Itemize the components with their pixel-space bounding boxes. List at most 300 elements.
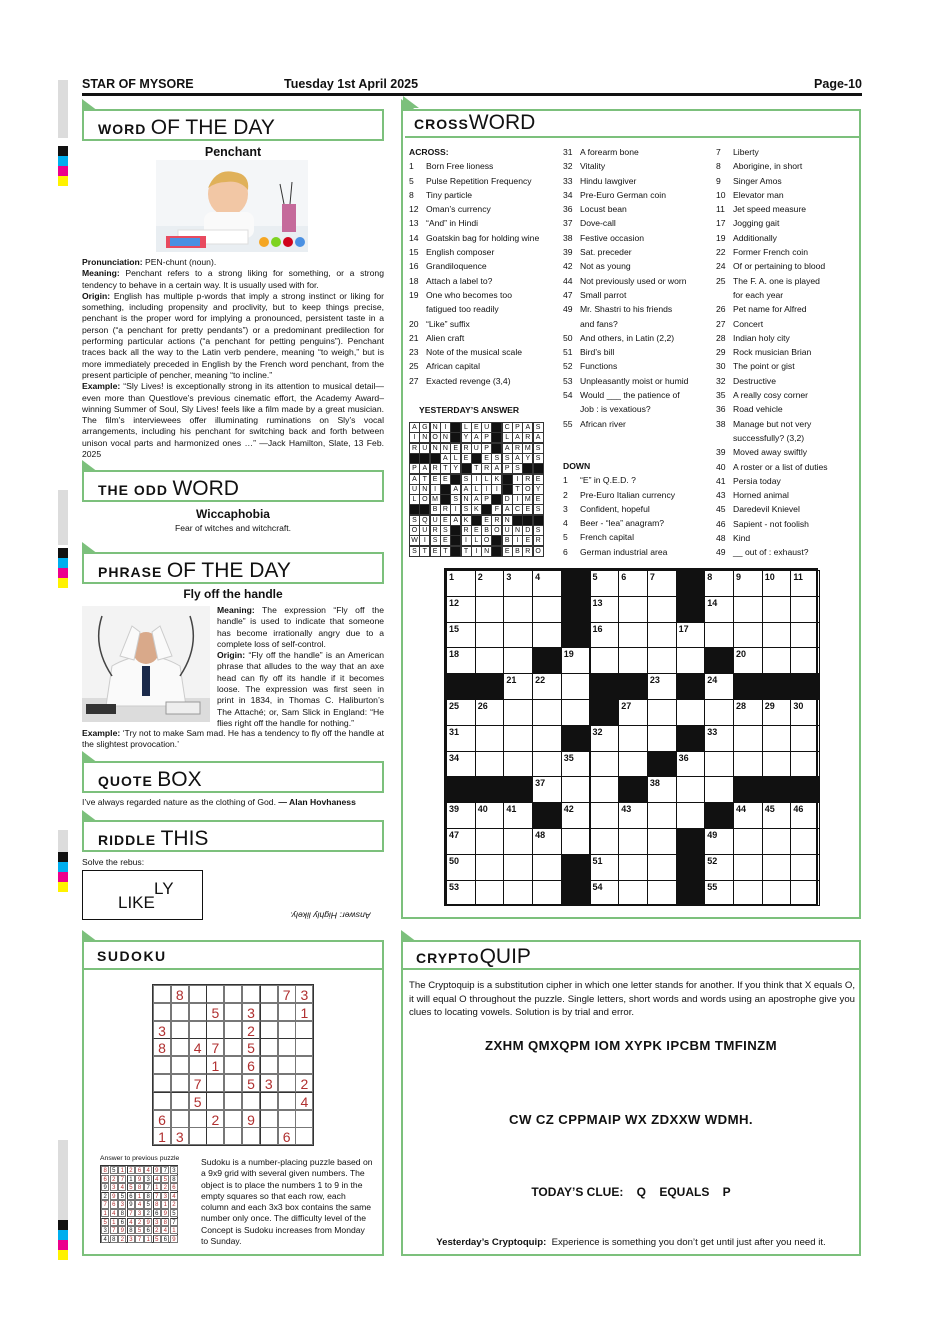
crossword-cell[interactable] [704,854,734,881]
crossword-cell[interactable] [532,828,562,855]
crossword-block [762,673,792,700]
crossword-cell[interactable] [676,699,706,726]
clue-number: 54 [563,390,573,401]
clue-number: 1 [409,161,414,172]
crossword-cell[interactable] [475,802,505,829]
crossword-cell[interactable] [503,647,533,674]
sudoku-empty-cell[interactable] [224,1003,242,1021]
sudoku-empty-cell[interactable] [224,1127,242,1145]
crossword-block [446,776,476,803]
crossword-cell[interactable] [733,828,763,855]
cell-number: 5 [592,572,598,582]
crossword-cell[interactable] [704,776,734,803]
crossword-cell[interactable] [704,828,734,855]
crossword-cell[interactable] [618,570,648,597]
sudoku-empty-cell[interactable] [260,1038,278,1056]
answer-letter: C [512,504,523,515]
crossword-cell[interactable] [503,699,533,726]
crossword-cell[interactable] [618,647,648,674]
section-title: SUDOKU [97,948,167,964]
crossword-cell[interactable] [475,725,505,752]
crossword-cell[interactable] [790,647,820,674]
sudoku-empty-cell[interactable] [224,1110,242,1128]
crossword-cell[interactable] [733,725,763,752]
crossword-cell[interactable] [790,751,820,778]
crossword-cell[interactable] [561,802,591,829]
sudoku-empty-cell[interactable] [295,1038,313,1056]
crossword-cell[interactable] [647,880,677,907]
crossword-cell[interactable] [561,776,591,803]
clue-number: 38 [716,418,726,429]
clue-text: Exacted revenge (3,4) [426,375,511,386]
crossword-cell[interactable] [762,570,792,597]
crossword-cell[interactable] [532,699,562,726]
sudoku-empty-cell[interactable] [295,1127,313,1145]
answer-letter: O [419,494,430,505]
clue-text: Dove-call [580,218,616,229]
sudoku-empty-cell[interactable] [224,1021,242,1039]
sudoku-empty-cell[interactable] [171,1074,189,1092]
crossword-cell[interactable] [618,596,648,623]
sudoku-empty-cell[interactable] [171,1038,189,1056]
sudoku-empty-cell[interactable] [171,1021,189,1039]
cryptoquip-intro: The Cryptoquip is a substitution cipher in which one letter stands for another. If you think that X equals O, it will equal O throughout the puzzle. Single letters, short words and words using an apostrophe give you clues to locating vowels. Solution is by trial and error. [409,980,855,1018]
answer-letter: T [419,546,430,557]
cell-number: 24 [707,675,718,686]
crossword-cell[interactable] [704,880,734,907]
sudoku-empty-cell[interactable] [260,1110,278,1128]
crossword-cell[interactable] [532,880,562,907]
solution-digit: 8 [170,1175,178,1183]
sudoku-empty-cell[interactable] [278,1003,296,1021]
sudoku-empty-cell[interactable] [206,1074,224,1092]
crossword-cell[interactable] [647,647,677,674]
sudoku-empty-cell[interactable] [295,1110,313,1128]
sudoku-empty-cell[interactable] [171,1092,189,1110]
answer-letter: R [491,515,502,526]
meaning-text: The expression “Fly off the handle” is used to indicate that someone has become irrationally angry due to a complete loss of self-control. [217,605,384,649]
crossword-cell[interactable] [475,596,505,623]
crossword-cell[interactable] [561,673,591,700]
crossword-cell[interactable] [704,596,734,623]
crossword-cell[interactable] [590,776,620,803]
sudoku-given-digit: 7 [278,985,296,1003]
solution-digit: 8 [110,1235,118,1243]
sudoku-empty-cell[interactable] [189,1003,207,1021]
crossword-cell[interactable] [590,828,620,855]
answer-letter: P [481,494,492,505]
crossword-cell[interactable] [561,699,591,726]
answer-letter: T [440,546,451,557]
crossword-cell[interactable] [503,622,533,649]
clue-row [716,545,861,559]
crossword-cell[interactable] [475,699,505,726]
crossword-cell[interactable] [532,673,562,700]
clue-row [716,159,861,173]
crossword-cell[interactable] [590,725,620,752]
sudoku-given-digit: 5 [242,1038,260,1056]
clue-number: 7 [716,147,721,157]
sudoku-empty-cell[interactable] [242,985,260,1003]
crossword-cell[interactable] [676,622,706,649]
crossword-cell[interactable] [475,622,505,649]
sudoku-empty-cell[interactable] [153,1003,171,1021]
clue-number: 36 [563,204,573,215]
clue-number: 15 [409,247,419,258]
clue-text: “Like” suffix [426,318,470,329]
sudoku-empty-cell[interactable] [189,1127,207,1145]
clue-number [716,288,733,302]
sudoku-empty-cell[interactable] [295,1021,313,1039]
crossword-cell[interactable] [704,673,734,700]
crossword-cell[interactable] [618,828,648,855]
crossword-cell[interactable] [446,854,476,881]
sudoku-empty-cell[interactable] [171,1003,189,1021]
crossword-cell[interactable] [475,570,505,597]
clue-text: Rock musician Brian [733,347,812,358]
crossword-cell[interactable] [503,570,533,597]
clue-number: 51 [563,347,573,358]
cryptoquip-yesterday [405,1237,857,1248]
solution-digit: 6 [127,1192,135,1200]
crossword-cell[interactable] [790,880,820,907]
clue-number: 47 [563,289,573,300]
crossword-cell[interactable] [618,751,648,778]
sudoku-empty-cell[interactable] [153,985,171,1003]
crossword-cell[interactable] [733,647,763,674]
crossword-cell[interactable] [532,776,562,803]
crossword-block [676,880,706,907]
solution-digit: 9 [118,1226,126,1234]
answer-letter: E [533,474,544,485]
sudoku-empty-cell[interactable] [260,1092,278,1110]
crossword-cell[interactable] [590,802,620,829]
answer-letter: N [419,432,430,443]
crossword-cell[interactable] [762,622,792,649]
clue-number: 45 [716,504,726,515]
crossword-cell[interactable] [503,802,533,829]
crossword-cell[interactable] [446,828,476,855]
clue-row [716,374,861,388]
down-clues-col2 [716,145,861,560]
clue-row [563,516,713,530]
sudoku-given-digit: 3 [242,1003,260,1021]
crossword-cell[interactable] [790,570,820,597]
cell-number: 54 [592,881,603,892]
sudoku-empty-cell[interactable] [260,1127,278,1145]
phrase-header [82,552,384,584]
crossword-cell[interactable] [647,854,677,881]
answer-letter: U [471,443,482,454]
clue-text: Elevator man [733,189,784,200]
clue-number: 21 [409,332,419,343]
crossword-cell[interactable] [561,647,591,674]
crossword-cell[interactable] [446,622,476,649]
sudoku-given-digit: 3 [171,1127,189,1145]
sudoku-empty-cell[interactable] [206,1021,224,1039]
answer-letter: E [522,504,533,515]
crossword-cell[interactable] [704,725,734,752]
clue-number [716,431,733,445]
crossword-cell[interactable] [647,673,677,700]
answer-letter: E [502,546,513,557]
crossword-cell[interactable] [647,828,677,855]
clue-number: 28 [716,332,726,343]
sudoku-empty-cell[interactable] [278,1074,296,1092]
crossword-cell[interactable] [618,622,648,649]
across-clues-col1 [409,145,559,388]
answer-letter: L [502,432,513,443]
example-text: ‘Try not to make Sam mad. He has a tendency to fly off the handle at the slightest provocation.’ [82,728,385,750]
answer-letter: N [440,443,451,454]
cell-number: 32 [592,726,603,737]
clue-text: Beer - “lea” anagram? [580,518,665,529]
crossword-cell[interactable] [446,647,476,674]
sudoku-solution-grid [100,1165,178,1243]
sudoku-empty-cell[interactable] [189,1021,207,1039]
crossword-cell[interactable] [733,596,763,623]
clue-text: Small parrot [580,289,627,300]
cell-number: 40 [477,804,488,815]
sudoku-empty-cell[interactable] [153,1074,171,1092]
crossword-cell[interactable] [475,854,505,881]
sudoku-empty-cell[interactable] [224,985,242,1003]
clue-row [716,359,861,373]
section-title-small: RIDDLE [98,832,157,848]
clue-number: 25 [716,275,726,286]
clue-number: 49 [563,304,573,315]
crossword-cell[interactable] [590,880,620,907]
crossword-cell[interactable] [475,647,505,674]
clue-row [563,374,713,388]
crossword-cell[interactable] [561,751,591,778]
crossword-cell[interactable] [790,725,820,752]
crossword-cell[interactable] [590,647,620,674]
crossword-cell[interactable] [647,570,677,597]
crossword-cell[interactable] [647,725,677,752]
clue-row [716,445,861,459]
crossword-cell[interactable] [676,647,706,674]
crossword-cell[interactable] [590,596,620,623]
clue-text: Destructive [733,375,776,386]
crossword-cell[interactable] [762,699,792,726]
crossword-cell[interactable] [762,854,792,881]
sudoku-empty-cell[interactable] [189,1056,207,1074]
meaning-label: Meaning: [217,605,255,615]
crossword-cell[interactable] [647,622,677,649]
crossword-cell[interactable] [446,751,476,778]
clue-number: 33 [563,175,573,186]
clue-row [409,288,559,302]
crossword-cell[interactable] [532,751,562,778]
answer-letter: S [533,504,544,515]
crossword-cell[interactable] [733,751,763,778]
answer-letter: F [491,504,502,515]
crossword-cell[interactable] [647,776,677,803]
clue-text: Moved away swiftly [733,447,808,458]
crossword-cell[interactable] [704,751,734,778]
cell-number: 48 [535,830,546,840]
crossword-cell[interactable] [762,596,792,623]
crossword-cell[interactable] [762,725,792,752]
crossword-cell[interactable] [733,802,763,829]
sudoku-empty-cell[interactable] [153,1092,171,1110]
color-registration-mark [58,146,68,186]
crossword-cell[interactable] [532,854,562,881]
crossword-cell[interactable] [446,699,476,726]
sudoku-empty-cell[interactable] [260,1021,278,1039]
crossword-cell[interactable] [733,854,763,881]
sudoku-empty-cell[interactable] [242,1092,260,1110]
sudoku-empty-cell[interactable] [153,1056,171,1074]
crossword-cell[interactable] [503,854,533,881]
crossword-cell[interactable] [618,725,648,752]
crossword-cell[interactable] [762,828,792,855]
crossword-cell[interactable] [790,596,820,623]
crossword-cell[interactable] [704,570,734,597]
crossword-cell[interactable] [790,802,820,829]
crossword-cell[interactable] [590,622,620,649]
sudoku-empty-cell[interactable] [224,1038,242,1056]
crossword-cell[interactable] [676,776,706,803]
sudoku-empty-cell[interactable] [242,1127,260,1145]
crossword-cell[interactable] [618,880,648,907]
answer-letter: R [440,504,451,515]
sudoku-empty-cell[interactable] [206,985,224,1003]
crossword-cell[interactable] [676,802,706,829]
crossword-cell[interactable] [446,596,476,623]
crossword-cell[interactable] [503,596,533,623]
crossword-cell[interactable] [475,828,505,855]
crossword-cell[interactable] [762,751,792,778]
crossword-cell[interactable] [790,854,820,881]
sudoku-empty-cell[interactable] [224,1056,242,1074]
crossword-cell[interactable] [790,622,820,649]
crossword-cell[interactable] [676,751,706,778]
clue-number: 13 [409,218,419,229]
answer-letter: P [502,463,513,474]
crossword-cell[interactable] [446,570,476,597]
cell-number: 46 [793,804,804,815]
crossword-cell[interactable] [503,828,533,855]
crossword-cell[interactable] [475,880,505,907]
crossword-cell[interactable] [647,596,677,623]
crossword-cell[interactable] [503,673,533,700]
clue-text: Road vehicle [733,404,783,415]
crossword-cell[interactable] [762,880,792,907]
clue-row [409,374,559,388]
sudoku-empty-cell[interactable] [224,1074,242,1092]
sudoku-empty-cell[interactable] [189,985,207,1003]
solution-digit: 3 [144,1175,152,1183]
sudoku-empty-cell[interactable] [206,1092,224,1110]
crossword-cell[interactable] [618,854,648,881]
crossword-cell[interactable] [446,725,476,752]
clue-number: 32 [563,161,573,172]
odd-word-meaning: Fear of witches and witchcraft. [174,523,292,533]
crossword-cell[interactable] [532,622,562,649]
crossword-header [405,108,860,138]
answer-letter: S [409,515,420,526]
answer-letter: B [481,525,492,536]
crossword-cell[interactable] [733,570,763,597]
clue-text: And others, in Latin (2,2) [580,332,675,343]
crossword-cell[interactable] [446,880,476,907]
sudoku-empty-cell[interactable] [206,1127,224,1145]
solution-digit: 1 [153,1183,161,1191]
sudoku-empty-cell[interactable] [260,1056,278,1074]
down-clues-col1 [563,459,713,559]
crossword-cell[interactable] [704,622,734,649]
sudoku-empty-cell[interactable] [278,1056,296,1074]
crossword-cell[interactable] [647,802,677,829]
sudoku-empty-cell[interactable] [189,1110,207,1128]
sudoku-empty-cell[interactable] [278,1038,296,1056]
crossword-cell[interactable] [618,802,648,829]
crossword-cell[interactable] [503,725,533,752]
crossword-cell[interactable] [704,699,734,726]
solution-digit: 9 [135,1175,143,1183]
clue-row [563,388,713,402]
crossword-cell[interactable] [790,828,820,855]
solution-digit: 1 [161,1200,169,1208]
crossword-cell[interactable] [590,751,620,778]
sudoku-empty-cell[interactable] [260,1003,278,1021]
sudoku-empty-cell[interactable] [224,1092,242,1110]
crossword-cell[interactable] [733,622,763,649]
sudoku-empty-cell[interactable] [295,1056,313,1074]
solution-digit: 1 [118,1166,126,1174]
sudoku-answer-label: Answer to previous puzzle [100,1155,180,1162]
crossword-cell[interactable] [503,880,533,907]
crossword-cell[interactable] [733,699,763,726]
crossword-cell[interactable] [790,699,820,726]
crossword-cell[interactable] [590,854,620,881]
crossword-cell[interactable] [762,647,792,674]
clue-number: 8 [409,189,414,200]
sudoku-empty-cell[interactable] [171,1110,189,1128]
cell-number: 51 [592,855,603,866]
crossword-cell[interactable] [618,699,648,726]
crossword-cell[interactable] [446,802,476,829]
sudoku-empty-cell[interactable] [278,1092,296,1110]
crossword-cell[interactable] [561,828,591,855]
crossword-cell[interactable] [762,802,792,829]
clue-text: Confident, hopeful [580,503,650,514]
clue-row [409,245,559,259]
solution-digit: 9 [153,1166,161,1174]
sudoku-empty-cell[interactable] [278,1110,296,1128]
sudoku-empty-cell[interactable] [260,985,278,1003]
crossword-cell[interactable] [590,570,620,597]
crossword-cell[interactable] [532,570,562,597]
sudoku-empty-cell[interactable] [278,1021,296,1039]
answer-letter: B [512,546,523,557]
crossword-cell[interactable] [475,751,505,778]
sudoku-empty-cell[interactable] [171,1056,189,1074]
crossword-cell[interactable] [733,880,763,907]
clue-text: Sapient - not foolish [733,518,809,529]
clue-row [409,231,559,245]
crossword-cell[interactable] [532,725,562,752]
crossword-cell[interactable] [532,596,562,623]
crossword-cell[interactable] [503,751,533,778]
crossword-cell[interactable] [647,699,677,726]
origin-label: Origin: [217,650,246,661]
answer-letter: Q [419,515,430,526]
answer-letter: A [502,504,513,515]
answer-letter: A [471,494,482,505]
